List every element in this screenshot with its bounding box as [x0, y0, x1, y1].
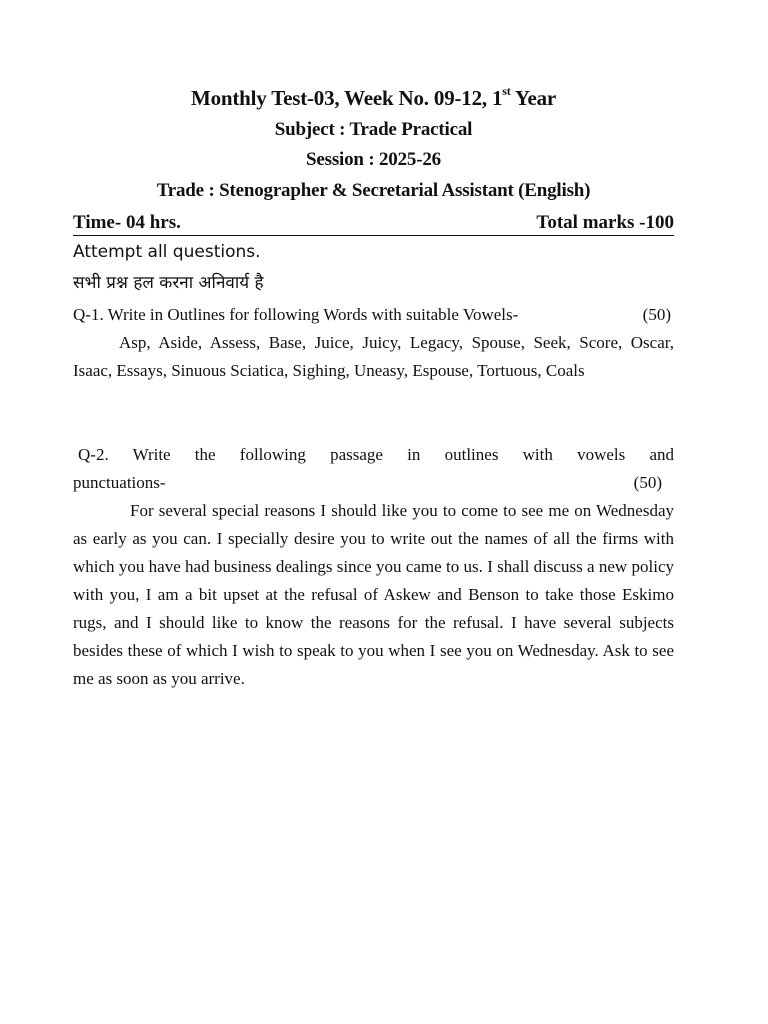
- time-marks-row: [73, 211, 674, 236]
- title-superscript: st: [502, 84, 511, 98]
- paper-title: [73, 86, 674, 111]
- question-2-passage: For several special reasons I should like you to come to see me on Wednesday as early as you can. I specially desire you to write out the names of all the firms with which you have had business dealings since you came to us. I shall discuss a new policy with you, I am a bit upset at the refusal of Askew and Benson to take those Eskimo rugs, and I should like to know the reasons for the refusal. I have several subjects besides these of which I wish to speak to you when I see you on Wednesday. Ask to see me as soon as you arrive.: [73, 501, 674, 688]
- question-2-marks: (50): [633, 473, 662, 492]
- question-2-text-continued: punctuations-: [73, 473, 166, 492]
- subject-line: Subject : Trade Practical: [274, 119, 473, 140]
- question-1-word-list: Asp, Aside, Assess, Base, Juice, Juicy, Legacy, Spouse, Seek, Score, Oscar, Isaac, Essays, Sinuous Sciatica, Sighing, Uneasy, Espouse, Tortuous, Coals: [73, 333, 674, 380]
- question-1-text: Q-1. Write in Outlines for following Words with suitable Vowels-: [73, 305, 519, 324]
- total-marks-label: Total marks -100: [536, 212, 674, 233]
- trade-line: Trade : Stenographer & Secretarial Assistant (English): [156, 180, 591, 201]
- question-1-heading: [73, 301, 674, 329]
- title-end: Year: [510, 86, 557, 110]
- instruction-hindi: सभी प्रश्न हल करना अनिवार्य है: [73, 273, 264, 293]
- instruction-english: Attempt all questions.: [73, 242, 261, 262]
- session-line: Session : 2025-26: [306, 149, 441, 170]
- question-2-heading-continued: [73, 469, 674, 497]
- question-1-marks: (50): [642, 305, 671, 324]
- title-text: Monthly Test-03, Week No. 09-12, 1: [190, 86, 503, 110]
- time-label: Time- 04 hrs.: [73, 212, 181, 233]
- question-2-heading: Q-2. Write the following passage in outlines with vowels and: [78, 445, 674, 464]
